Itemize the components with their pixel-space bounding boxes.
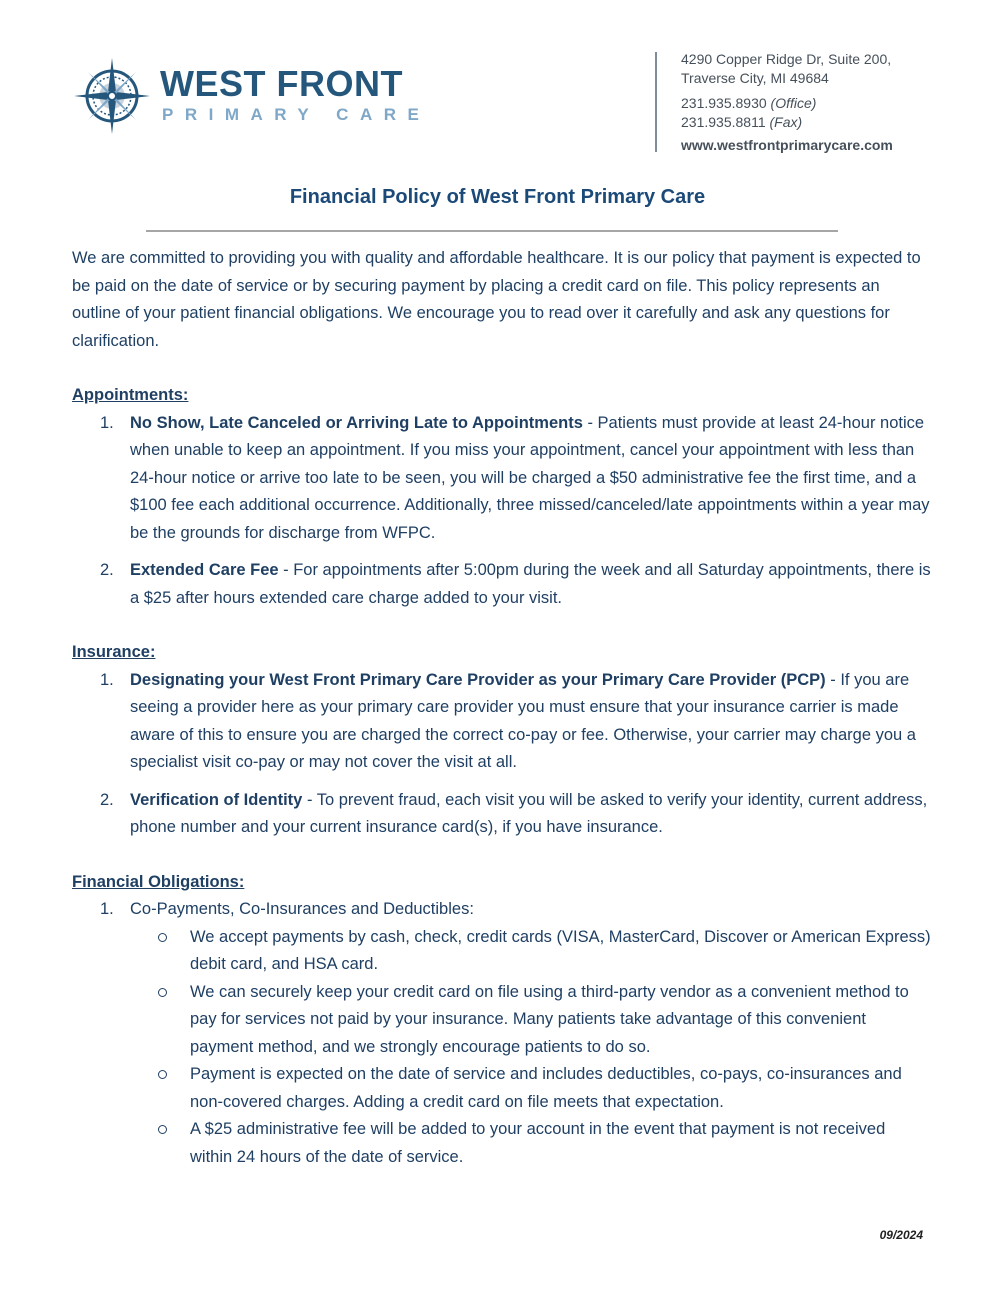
- fax-label: (Fax): [769, 114, 803, 130]
- hollow-bullet-icon: [158, 988, 167, 997]
- bullet-text: Payment is expected on the date of service and includes deductibles, co-pays, co-insurances and non-covered charges. Adding a credit card on file meets that expectation.: [190, 1065, 902, 1111]
- revision-date: 09/2024: [879, 1228, 923, 1242]
- bullet-item: [130, 1116, 932, 1171]
- item-number: 1.: [100, 900, 114, 918]
- item-number: 1.: [100, 413, 114, 432]
- financial-list: [72, 896, 932, 1171]
- compass-rose-icon: [74, 58, 150, 134]
- item-text: - If you are seeing a provider here as your primary care provider you must ensure that your insurance carrier is made aware of this to ensure you are charged the correct co-pay or fee. Otherwise, your carrier may charge you a specialist visit co-pay or may not cover the visit at all.: [130, 670, 916, 771]
- office-phone-line: [681, 94, 893, 113]
- office-phone: 231.935.8930: [681, 95, 767, 111]
- intro-paragraph: We are committed to providing you with quality and affordable healthcare. It is our policy that payment is expected to be paid on the date of service or by securing payment by placing a credit card on file. This policy represents an outline of your patient financial obligations. We encourage you to read over it carefully and ask any questions for clarification.: [72, 249, 921, 350]
- item-title: Verification of Identity: [130, 790, 303, 809]
- title-divider: [146, 230, 838, 232]
- appointments-list: [72, 410, 932, 613]
- office-label: (Office): [770, 95, 817, 111]
- bullet-item: [130, 979, 932, 1062]
- bullet-text: We can securely keep your credit card on file using a third-party vendor as a convenient method to pay for services not paid by your insurance. Many patients take advantage of this convenient payment method, and we strongly encourage patients to do so.: [190, 982, 909, 1056]
- item-text: - For appointments after 5:00pm during the week and all Saturday appointments, there is a $25 after hours extended care charge added to your visit.: [130, 561, 931, 607]
- item-title: Designating your West Front Primary Care Provider as your Primary Care Provider (PCP): [130, 670, 826, 689]
- letterhead: [0, 0, 995, 170]
- item-text: - Patients must provide at least 24-hour notice when unable to keep an appointment. If you miss your appointment, cancel your appointment with less than 24-hour notice or arrive too late to be seen, you will be charged a $50 administrative fee the first time, and a $100 fee each additional occurrence. Additionally, three missed/canceled/late appointments within a year may be the grounds for discharge from WFPC.: [130, 413, 930, 542]
- insurance-list: [72, 667, 932, 842]
- appointments-heading: Appointments:: [72, 386, 189, 404]
- payment-bullets: [130, 924, 932, 1172]
- bullet-text: We accept payments by cash, check, credit cards (VISA, MasterCard, Discover or American Express) debit card, and HSA card.: [190, 927, 931, 973]
- fax-line: [681, 113, 893, 132]
- hollow-bullet-icon: [158, 1070, 167, 1079]
- item-number: 2.: [100, 790, 114, 809]
- item-title: Extended Care Fee: [130, 561, 279, 579]
- financial-obligations-heading: Financial Obligations:: [72, 872, 245, 891]
- item-number: 1.: [100, 670, 114, 689]
- fax-phone: 231.935.8811: [681, 114, 766, 130]
- policy-body: [72, 245, 932, 1181]
- list-item: [72, 410, 932, 548]
- list-item: [72, 667, 932, 777]
- contact-block: [681, 50, 893, 155]
- page-title: Financial Policy of West Front Primary Care: [289, 186, 706, 208]
- address-line-1: 4290 Copper Ridge Dr, Suite 200,: [681, 51, 892, 67]
- item-number: 2.: [100, 561, 114, 579]
- brand-name: WEST FRONT: [160, 63, 403, 104]
- hollow-bullet-icon: [158, 1125, 167, 1134]
- hollow-bullet-icon: [158, 933, 167, 942]
- list-item: [72, 896, 932, 1171]
- logo: [74, 58, 434, 138]
- website-link[interactable]: www.westfrontprimarycare.com: [681, 137, 893, 153]
- contact-divider: [655, 52, 657, 152]
- insurance-heading: Insurance:: [72, 643, 156, 661]
- brand-subtitle: PRIMARY CARE: [162, 105, 431, 124]
- bullet-item: [130, 924, 932, 979]
- item-text: - To prevent fraud, each visit you will be asked to verify your identity, current address, phone number and your current insurance card(s), if you have insurance.: [130, 790, 928, 836]
- bullet-item: [130, 1061, 932, 1116]
- item-text: Co-Payments, Co-Insurances and Deductibles:: [130, 900, 474, 918]
- bullet-text: A $25 administrative fee will be added to your account in the event that payment is not received within 24 hours of the date of service.: [190, 1120, 886, 1166]
- address-line-2: Traverse City, MI 49684: [681, 70, 829, 86]
- list-item: [72, 557, 932, 612]
- item-title: No Show, Late Canceled or Arriving Late to Appointments: [130, 413, 583, 432]
- list-item: [72, 787, 932, 842]
